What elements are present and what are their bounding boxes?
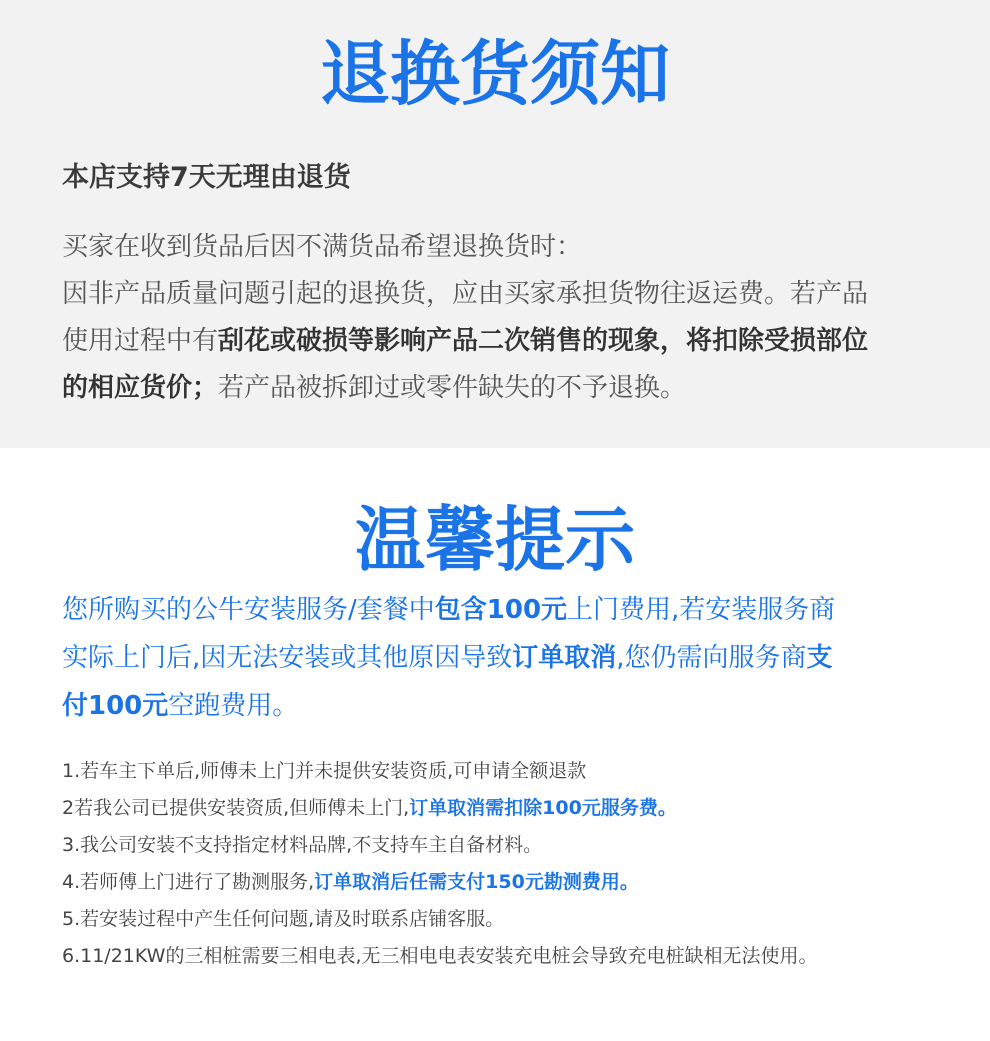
service-fee-notice	[62, 586, 942, 730]
return-policy-title: 退换货须知	[320, 33, 670, 115]
intro-text: 空跑费用。	[168, 691, 299, 721]
tips-item-5: 5.若安装过程中产生任何问题,请及时联系店铺客服。	[62, 908, 505, 930]
tips-item-1: 1.若车主下单后,师傅未上门并未提供安装资质,可申请全额退款	[62, 760, 587, 782]
intro-highlight: 包含100元	[434, 595, 568, 625]
tips-list	[62, 753, 962, 975]
tips-item-highlight: 订单取消后任需支付150元勘测费用。	[314, 871, 639, 893]
return-policy-text	[62, 224, 942, 412]
tips-item-text: 2若我公司已提供安装资质,但师傅未上门,	[62, 797, 410, 819]
warm-tips-title: 温馨提示	[355, 499, 635, 581]
tips-item-2	[62, 790, 962, 827]
return-line-2: 因非产品质量问题引起的退换货，应由买家承担货物往返运费。若产品	[62, 279, 869, 309]
warm-tips-section	[0, 448, 990, 1041]
intro-highlight: 支	[806, 643, 833, 673]
tips-item-highlight: 订单取消需扣除100元服务费。	[409, 797, 677, 819]
tips-item-6: 6.11/21KW的三相桩需要三相电表,无三相电电表安装充电桩会导致充电桩缺相无法使用。	[62, 945, 818, 967]
return-line-3-normal: 使用过程中有	[62, 326, 219, 356]
tips-item-4	[62, 864, 962, 901]
intro-text: 您所购买的公牛安装服务/套餐中	[62, 595, 435, 625]
tips-item-3: 3.我公司安装不支持指定材料品牌,不支持车主自备材料。	[62, 834, 543, 856]
intro-highlight: 付100元	[62, 691, 169, 721]
return-line-4-normal: 若产品被拆卸过或零件缺失的不予退换。	[218, 373, 687, 403]
intro-text: 上门费用,若安装服务商	[567, 595, 836, 625]
seven-day-return-subtitle: 本店支持7天无理由退货	[62, 162, 351, 193]
intro-text: ,您仍需向服务商	[616, 643, 807, 673]
tips-item-text: 4.若师傅上门进行了勘测服务,	[62, 871, 315, 893]
return-policy-section	[0, 0, 990, 448]
return-line-4-bold: 的相应货价；	[62, 373, 219, 403]
intro-text: 实际上门后,因无法安装或其他原因导致	[62, 643, 513, 673]
return-line-1: 买家在收到货品后因不满货品希望退换货时：	[62, 232, 583, 262]
return-line-3-bold: 刮花或破损等影响产品二次销售的现象，将扣除受损部位	[218, 326, 869, 356]
intro-highlight: 订单取消	[512, 643, 617, 673]
